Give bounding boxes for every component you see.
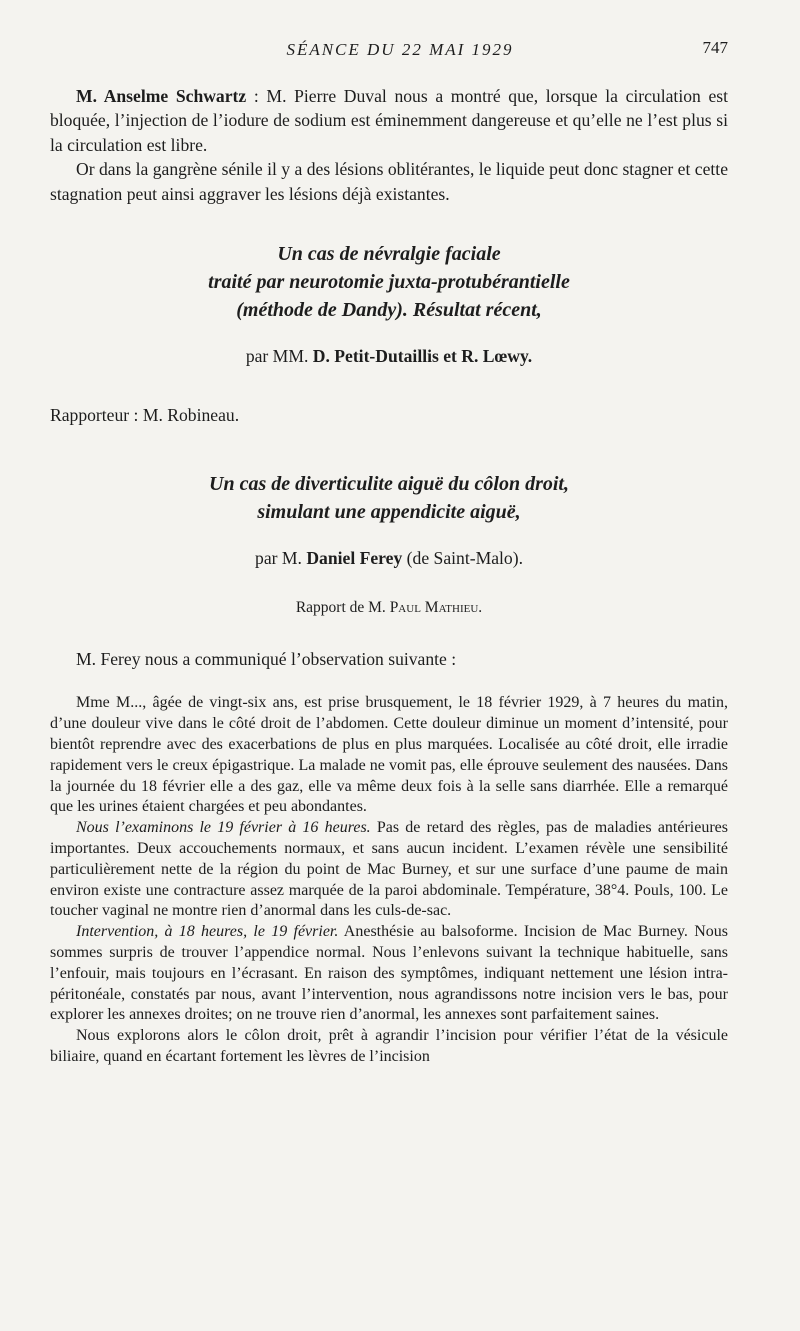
article2-title-line: Un cas de diverticulite aiguë du côlon droit, (209, 473, 569, 496)
article2-byline (50, 548, 728, 569)
article2-author: Daniel Ferey (306, 548, 403, 569)
article1-title-line: (méthode de Dandy). Résultat récent, (236, 299, 542, 322)
rapporteur-name: Paul Mathieu. (389, 599, 483, 617)
running-head: SÉANCE DU 22 MAI 1929 (286, 40, 514, 59)
observation-date: Nous l’examinons le 19 février à 16 heures. (76, 819, 371, 837)
article1-title-line: traité par neurotomie juxta-protubérantielle (208, 271, 570, 294)
article1-reporter: Rapporteur : M. Robineau. (50, 405, 240, 426)
article2-lead: M. Ferey nous a communiqué l’observation suivante : (76, 649, 457, 670)
byline-prefix: par MM. (245, 346, 313, 367)
article1-byline (50, 346, 728, 367)
observation-paragraph: Mme M..., âgée de vingt-six ans, est prise brusquement, le 18 février 1929, à 7 heures du matin, d’une douleur vive dans le côté droit de l’abdomen. Cette douleur diminue un moment d’intensité, pour bientôt reprendre avec des exacerbations de plus en plus marquées. Localisée au côté droit, elle irradie rapidement vers le creux épigastrique. La malade ne vomit pas, elle éprouve seulement des nausées. Dans la journée du 18 février elle a des gaz, elle va même deux fois à la selle sans diarrhée. Elle a remarqué que les urines étaient chargées et peu abondantes. (50, 694, 728, 816)
article1-authors: D. Petit-Dutaillis et R. Lœwy. (312, 346, 533, 367)
article2-title (50, 470, 728, 526)
intro-paragraph (50, 84, 728, 157)
byline-prefix: par M. (255, 548, 307, 569)
observation-date: Intervention, à 18 heures, le 19 février. (76, 923, 339, 941)
intro-text: : M. Pierre Duval nous a montré que, lorsque la circulation est bloquée, l’injection de l’iodure de sodium est éminemment dangereuse et qu’elle ne l’est plus si la circulation est libre. (50, 86, 729, 155)
page-body (50, 84, 728, 1068)
observation (50, 693, 728, 1067)
page-number: 747 (702, 38, 728, 57)
rapport-prefix: Rapport de M. (295, 599, 390, 617)
intro-paragraph-2: Or dans la gangrène sénile il y a des lésions oblitérantes, le liquide peut donc stagner et cette stagnation peut ainsi aggraver les lésions déjà existantes. (50, 159, 728, 204)
article1-title (50, 240, 728, 324)
page-header (0, 38, 800, 68)
observation-paragraph: Intervention, à 18 heures, le 19 février. Anesthésie au balsoforme. Incision de Mac Burney. Nous sommes surpris de trouver l’appendice normal. Nous l’enlevons suivant la technique habituelle, sans l’enfouir, mais toujours en l’écrasant. En raison des symptômes, indiquant nettement une lésion intra-péritonéale, constatés par nous, avant l’intervention, nous agrandissons notre incision vers le bas, pour explorer les annexes droites; on ne trouve rien d’anormal, les annexes sont parfaitement saines. (50, 923, 728, 1024)
observation-paragraph: Nous explorons alors le côlon droit, prêt à agrandir l’incision pour vérifier l’état de la vésicule biliaire, quand en écartant fortement les lèvres de l’incision (50, 1027, 728, 1065)
observation-paragraph: Nous l’examinons le 19 février à 16 heures. Pas de retard des règles, pas de maladies antérieures importantes. Deux accouchements normaux, et sans aucun incident. L’examen révèle une sensibilité particulièrement nette de la région du point de Mac Burney, et sur une surface d’une paume de main environ existe une contracture assez marquée de la paroi abdominale. Température, 38°4. Pouls, 100. Le toucher vaginal ne montre rien d’anormal dans les culs-de-sac. (50, 819, 728, 920)
article2-title-line: simulant une appendicite aiguë, (257, 501, 521, 524)
article2-rapport (50, 599, 728, 617)
author-suffix: (de Saint-Malo). (402, 548, 523, 569)
speaker-name: M. Anselme Schwartz (76, 86, 247, 106)
article1-title-line: Un cas de névralgie faciale (277, 243, 501, 266)
